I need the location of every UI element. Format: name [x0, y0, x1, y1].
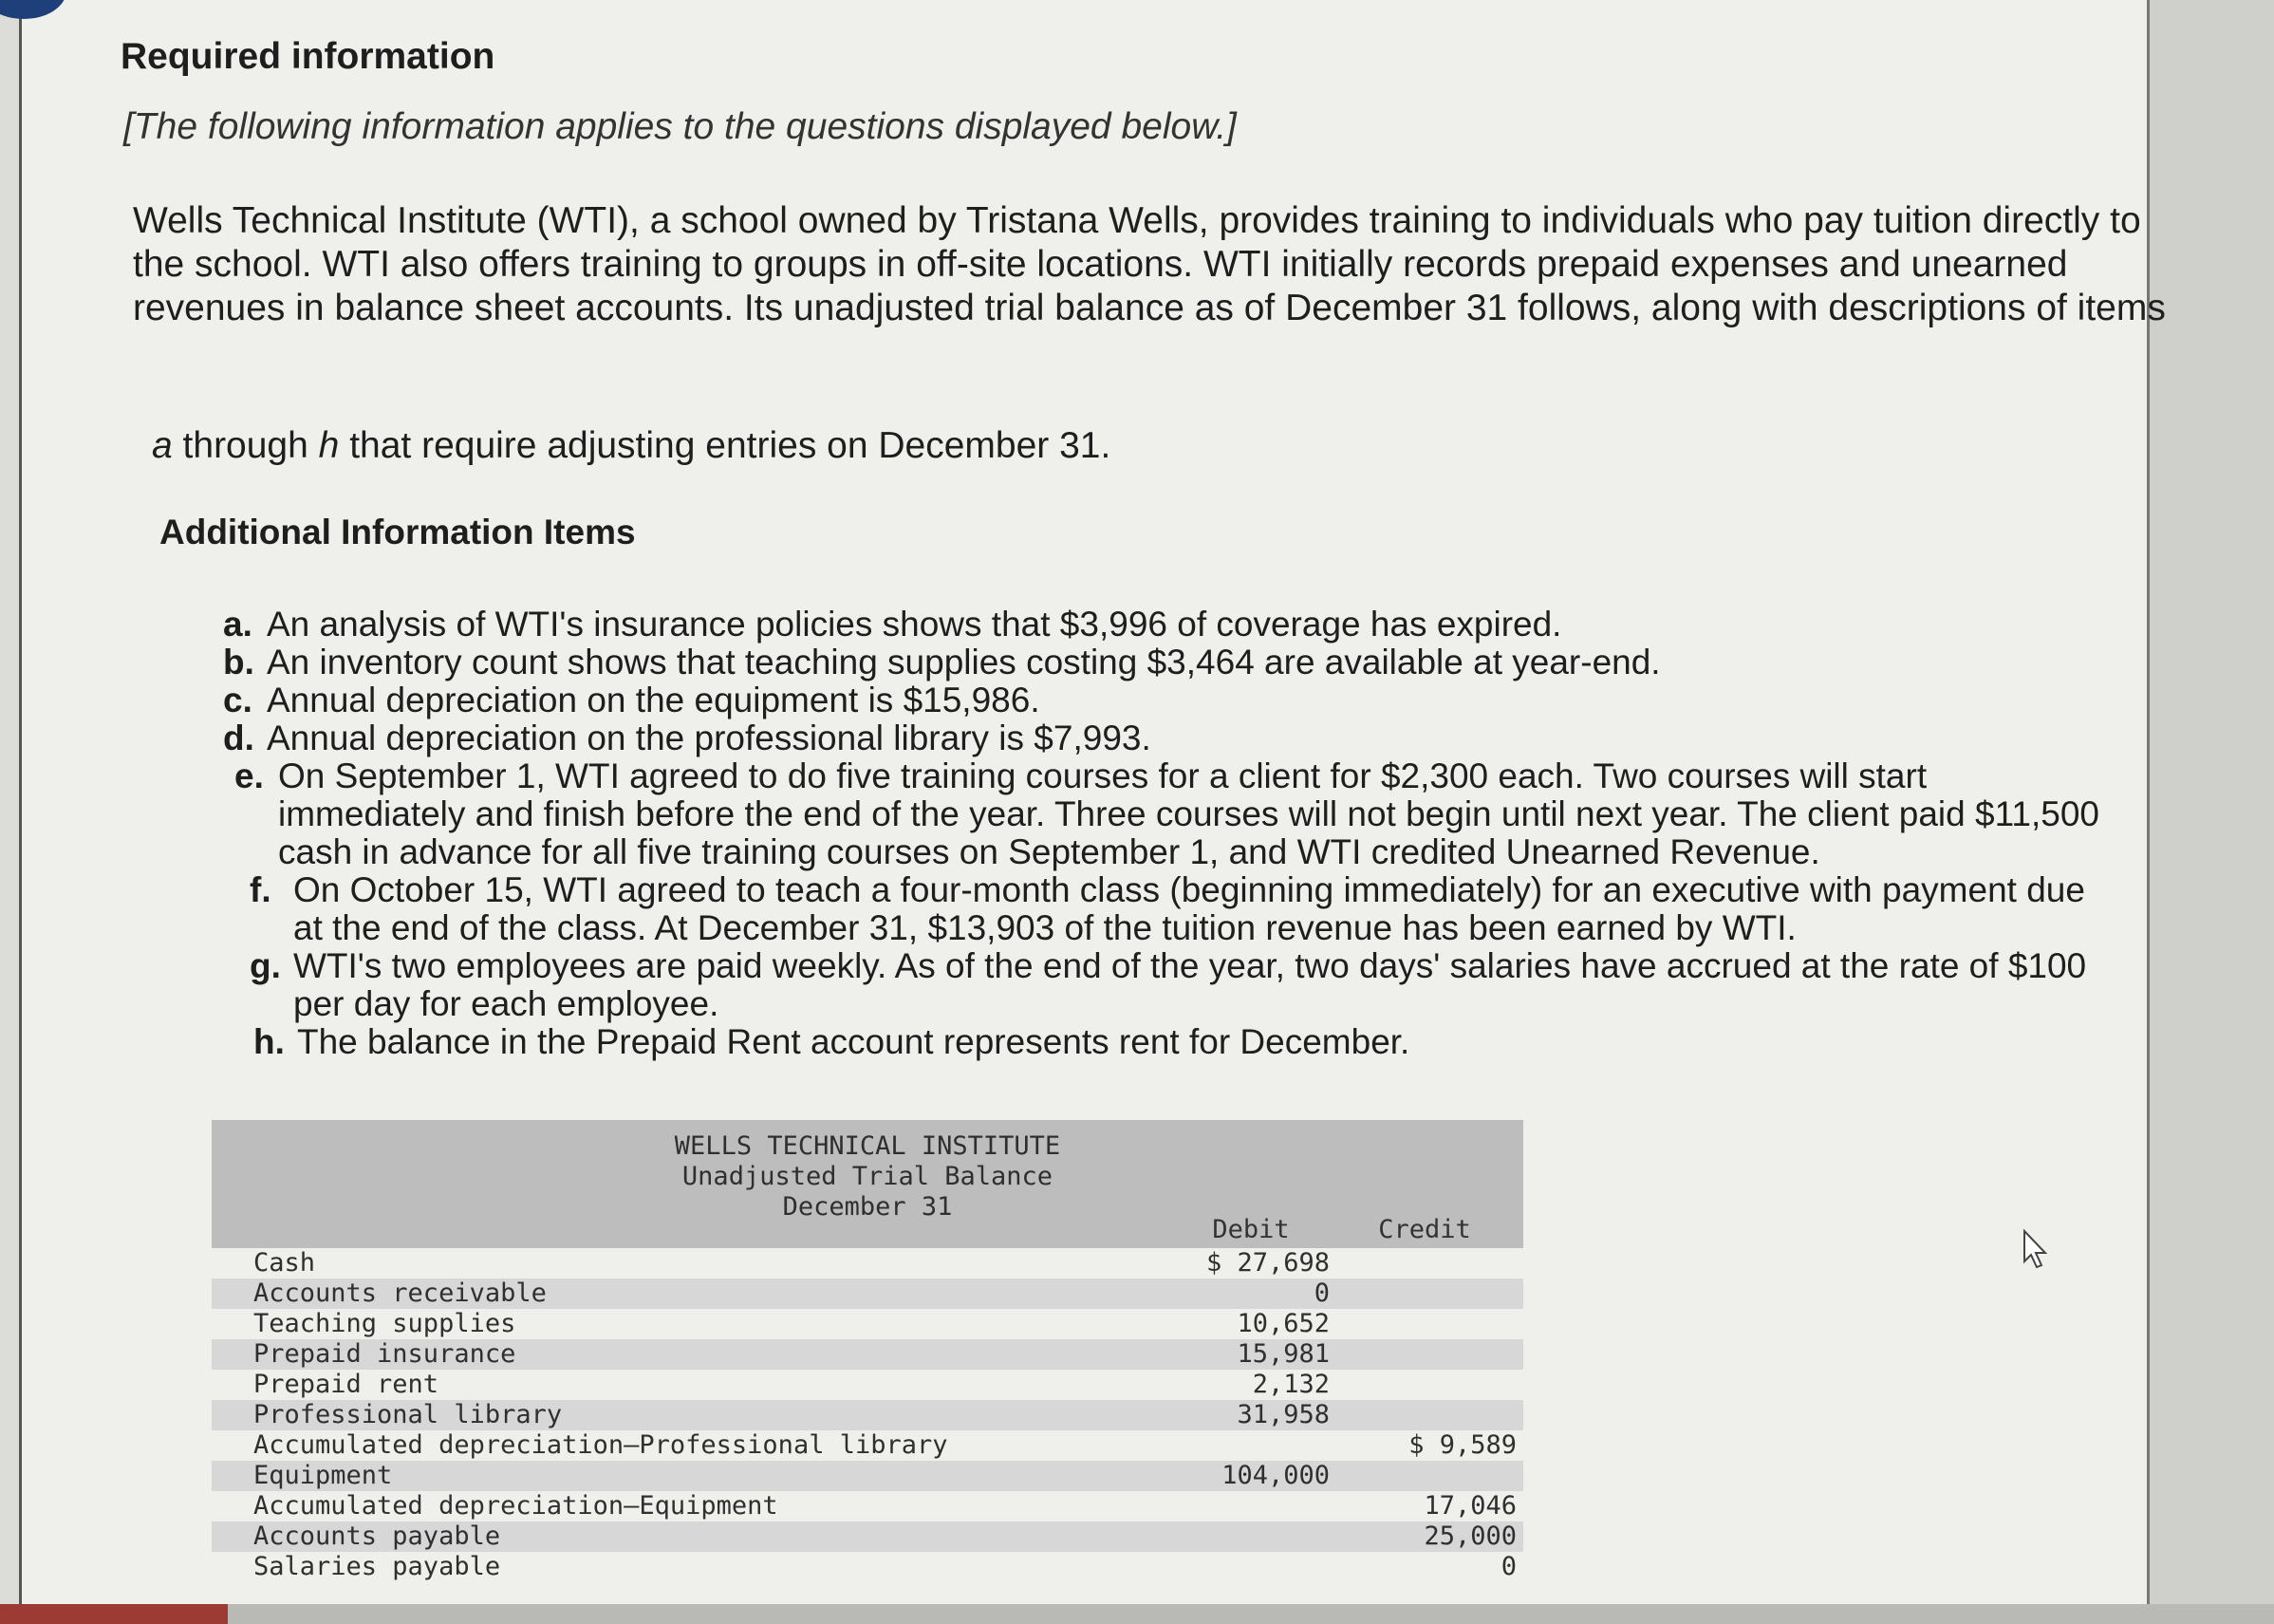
bottom-taskbar-strip — [0, 1604, 2274, 1624]
account-name: Prepaid rent — [253, 1370, 439, 1399]
info-item-b — [223, 644, 2121, 681]
trial-balance-title — [212, 1131, 1523, 1223]
item-letter: a. — [223, 605, 252, 644]
mouse-pointer-icon — [2020, 1229, 2048, 1271]
credit-column-header: Credit — [1378, 1215, 1471, 1244]
item-text: On October 15, WTI agreed to teach a four-month class (beginning immediately) for an executive with payment due at the end of the class. At December 31, $13,903 of the tuition revenue has been earned by WTI. — [293, 870, 2085, 947]
account-name: Salaries payable — [253, 1552, 501, 1581]
instruction-tail: that require adjusting entries on December 31. — [339, 425, 1111, 466]
item-letter: f. — [250, 870, 271, 909]
account-name: Accounts payable — [253, 1521, 501, 1551]
required-information-heading: Required information — [121, 36, 495, 77]
item-text: An inventory count shows that teaching supplies costing $3,464 are available at year-end. — [267, 643, 1661, 681]
table-row — [212, 1309, 1523, 1339]
account-name: Accounts receivable — [253, 1279, 547, 1308]
account-name: Cash — [253, 1248, 316, 1278]
item-letter: e. — [234, 756, 264, 795]
debit-amount: 2,132 — [1252, 1370, 1330, 1399]
account-name: Professional library — [253, 1400, 563, 1429]
table-row — [212, 1552, 1523, 1582]
table-row — [212, 1339, 1523, 1370]
table-row — [212, 1248, 1523, 1279]
table-row — [212, 1461, 1523, 1491]
letter-h-end: h — [318, 425, 340, 466]
item-text: An analysis of WTI's insurance policies shows that $3,996 of coverage has expired. — [267, 605, 1562, 644]
additional-info-list — [223, 606, 2121, 1061]
credit-amount: 0 — [1500, 1552, 1517, 1581]
trial-balance-table — [212, 1120, 1523, 1595]
debit-amount: 15,981 — [1237, 1339, 1330, 1369]
table-row — [212, 1491, 1523, 1521]
debit-amount: 104,000 — [1221, 1461, 1330, 1490]
company-name: WELLS TECHNICAL INSTITUTE — [674, 1131, 1061, 1161]
statement-date: December 31 — [782, 1192, 953, 1222]
account-name: Equipment — [253, 1461, 393, 1490]
info-item-g — [250, 947, 2121, 1023]
debit-column-header: Debit — [1212, 1215, 1290, 1244]
credit-amount: $ 9,589 — [1408, 1430, 1517, 1460]
question-context-note: [The following information applies to the questions displayed below.] — [123, 106, 1237, 147]
table-row — [212, 1279, 1523, 1309]
item-letter: c. — [223, 681, 252, 719]
additional-info-heading: Additional Information Items — [159, 513, 636, 551]
item-letter: g. — [250, 946, 281, 985]
scenario-paragraph: Wells Technical Institute (WTI), a school owned by Tristana Wells, provides training to individuals who pay tuition directly to the school. WTI also offers training to groups in off-site locations. WTI initially records prepaid expenses and unearned revenues in balance sheet accounts. Its unadjusted trial balance as of December 31 follows, along with descriptions of items — [133, 200, 2166, 328]
credit-amount: 25,000 — [1424, 1521, 1517, 1551]
table-row — [212, 1521, 1523, 1552]
adjusting-entry-instruction — [152, 425, 1110, 467]
item-text: WTI's two employees are paid weekly. As of the end of the year, two days' salaries have accrued at the rate of $100 per day for each employee. — [293, 946, 2087, 1023]
info-item-e — [234, 757, 2121, 871]
account-name: Teaching supplies — [253, 1309, 516, 1338]
item-text: Annual depreciation on the equipment is $15,986. — [267, 681, 1040, 719]
item-text: Annual depreciation on the professional library is $7,993. — [267, 719, 1151, 757]
debit-amount: 0 — [1314, 1279, 1330, 1308]
item-letter: b. — [223, 643, 254, 681]
info-item-f — [250, 871, 2121, 947]
account-name: Prepaid insurance — [253, 1339, 516, 1369]
info-item-c — [223, 681, 2121, 719]
credit-amount: 17,046 — [1424, 1491, 1517, 1521]
item-letter: h. — [253, 1022, 285, 1061]
debit-amount: 10,652 — [1237, 1309, 1330, 1338]
table-row — [212, 1430, 1523, 1461]
info-item-d — [223, 719, 2121, 757]
statement-name: Unadjusted Trial Balance — [681, 1162, 1053, 1191]
info-item-h — [253, 1023, 2121, 1061]
item-letter: d. — [223, 719, 254, 757]
item-text: On September 1, WTI agreed to do five training courses for a client for $2,300 each. Two courses will start immediately and finish before the end of the year. Three courses will not begin until next year. The client paid $11,500 cash in advance for all five training courses on September 1, and WTI credited Unearned Revenue. — [278, 756, 2100, 871]
debit-amount: $ 27,698 — [1205, 1248, 1330, 1278]
table-row — [212, 1370, 1523, 1400]
letter-a-start: a — [152, 425, 173, 466]
bottom-red-bar — [0, 1604, 228, 1624]
through-text: through — [172, 425, 319, 466]
account-name: Accumulated depreciation—Equipment — [253, 1491, 778, 1521]
table-row — [212, 1400, 1523, 1430]
account-name: Accumulated depreciation—Professional library — [253, 1430, 948, 1460]
info-item-a — [223, 606, 2121, 644]
debit-amount: 31,958 — [1237, 1400, 1330, 1429]
item-text: The balance in the Prepaid Rent account represents rent for December. — [297, 1022, 1410, 1061]
